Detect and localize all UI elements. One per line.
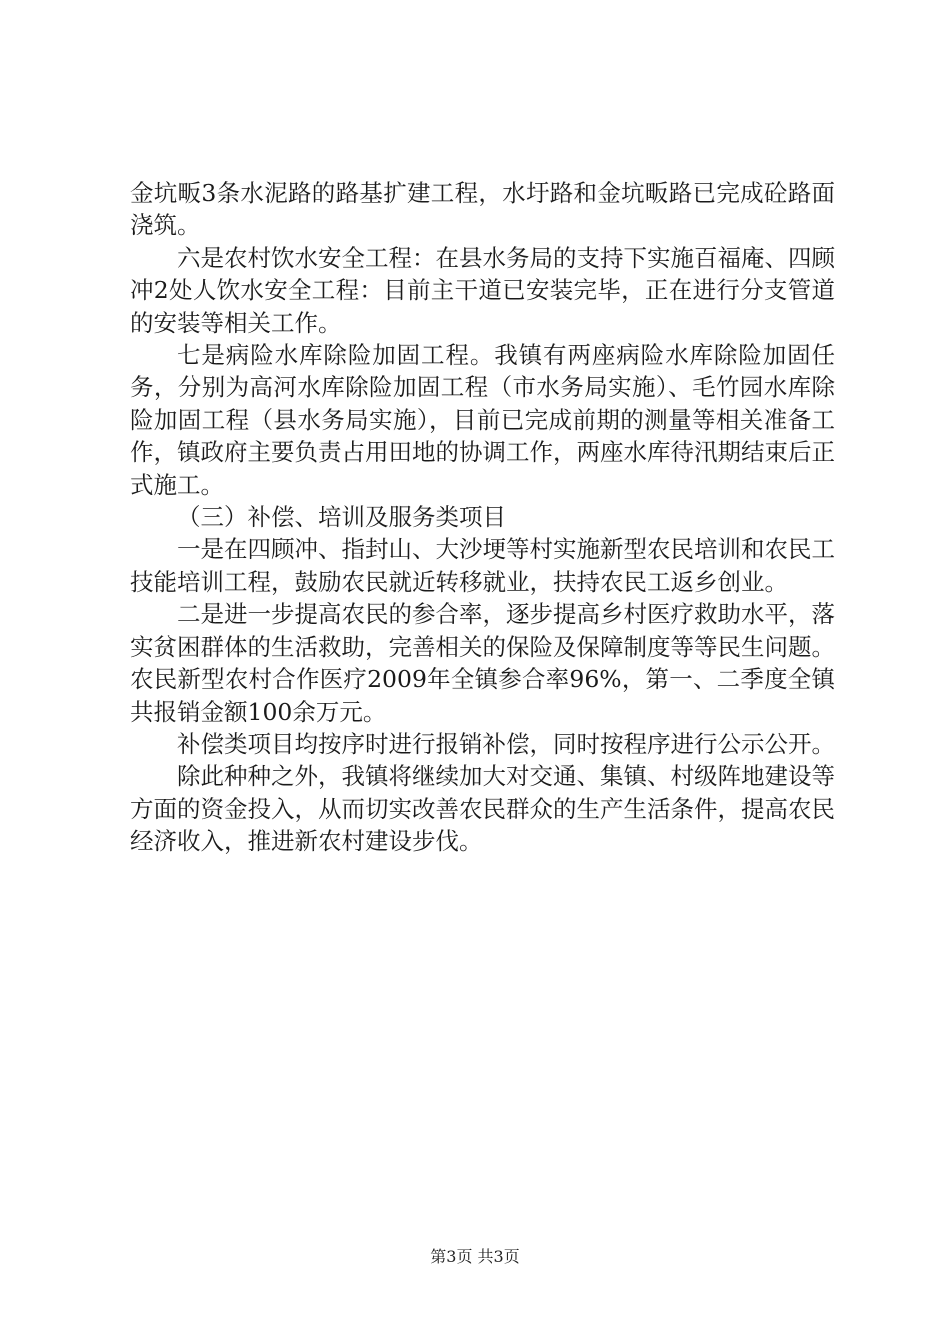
paragraph-drinking-water: 六是农村饮水安全工程：在县水务局的支持下实施百福庵、四顾冲2处人饮水安全工程：目前主干道已安装完毕，正在进行分支管道的安装等相关工作。	[130, 243, 835, 337]
paragraph-medical-insurance: 二是进一步提高农民的参合率，逐步提高乡村医疗救助水平，落实贫困群体的生活救助，完善相关的保险及保障制度等等民生问题。农民新型农村合作医疗2009年全镇参合率96%，第一、二季度全镇共报销金额100余万元。	[130, 600, 835, 726]
paragraph-road-construction: 金坑畈3条水泥路的路基扩建工程，水圩路和金坑畈路已完成砼路面浇筑。	[130, 179, 835, 240]
paragraph-reservoir-reinforcement: 七是病险水库除险加固工程。我镇有两座病险水库除险加固任务，分别为高河水库除险加固工程（市水务局实施）、毛竹园水库除险加固工程（县水务局实施），目前已完成前期的测量等相关准备工作，镇政府主要负责占用田地的协调工作，两座水库待汛期结束后正式施工。	[130, 341, 835, 499]
page-number-footer: 第3页 共3页	[430, 1247, 520, 1266]
paragraph-farmer-training: 一是在四顾冲、指封山、大沙埂等村实施新型农民培训和农民工技能培训工程，鼓励农民就近转移就业，扶持农民工返乡创业。	[130, 535, 835, 596]
document-body	[130, 177, 835, 858]
paragraph-conclusion: 除此种种之外，我镇将继续加大对交通、集镇、村级阵地建设等方面的资金投入，从而切实改善农民群众的生产生活条件，提高农民经济收入，推进新农村建设步伐。	[130, 762, 835, 856]
paragraph-compensation-reimbursement: 补偿类项目均按序时进行报销补偿，同时按程序进行公示公开。	[177, 729, 835, 758]
section-heading-compensation-training: （三）补偿、培训及服务类项目	[177, 503, 506, 532]
